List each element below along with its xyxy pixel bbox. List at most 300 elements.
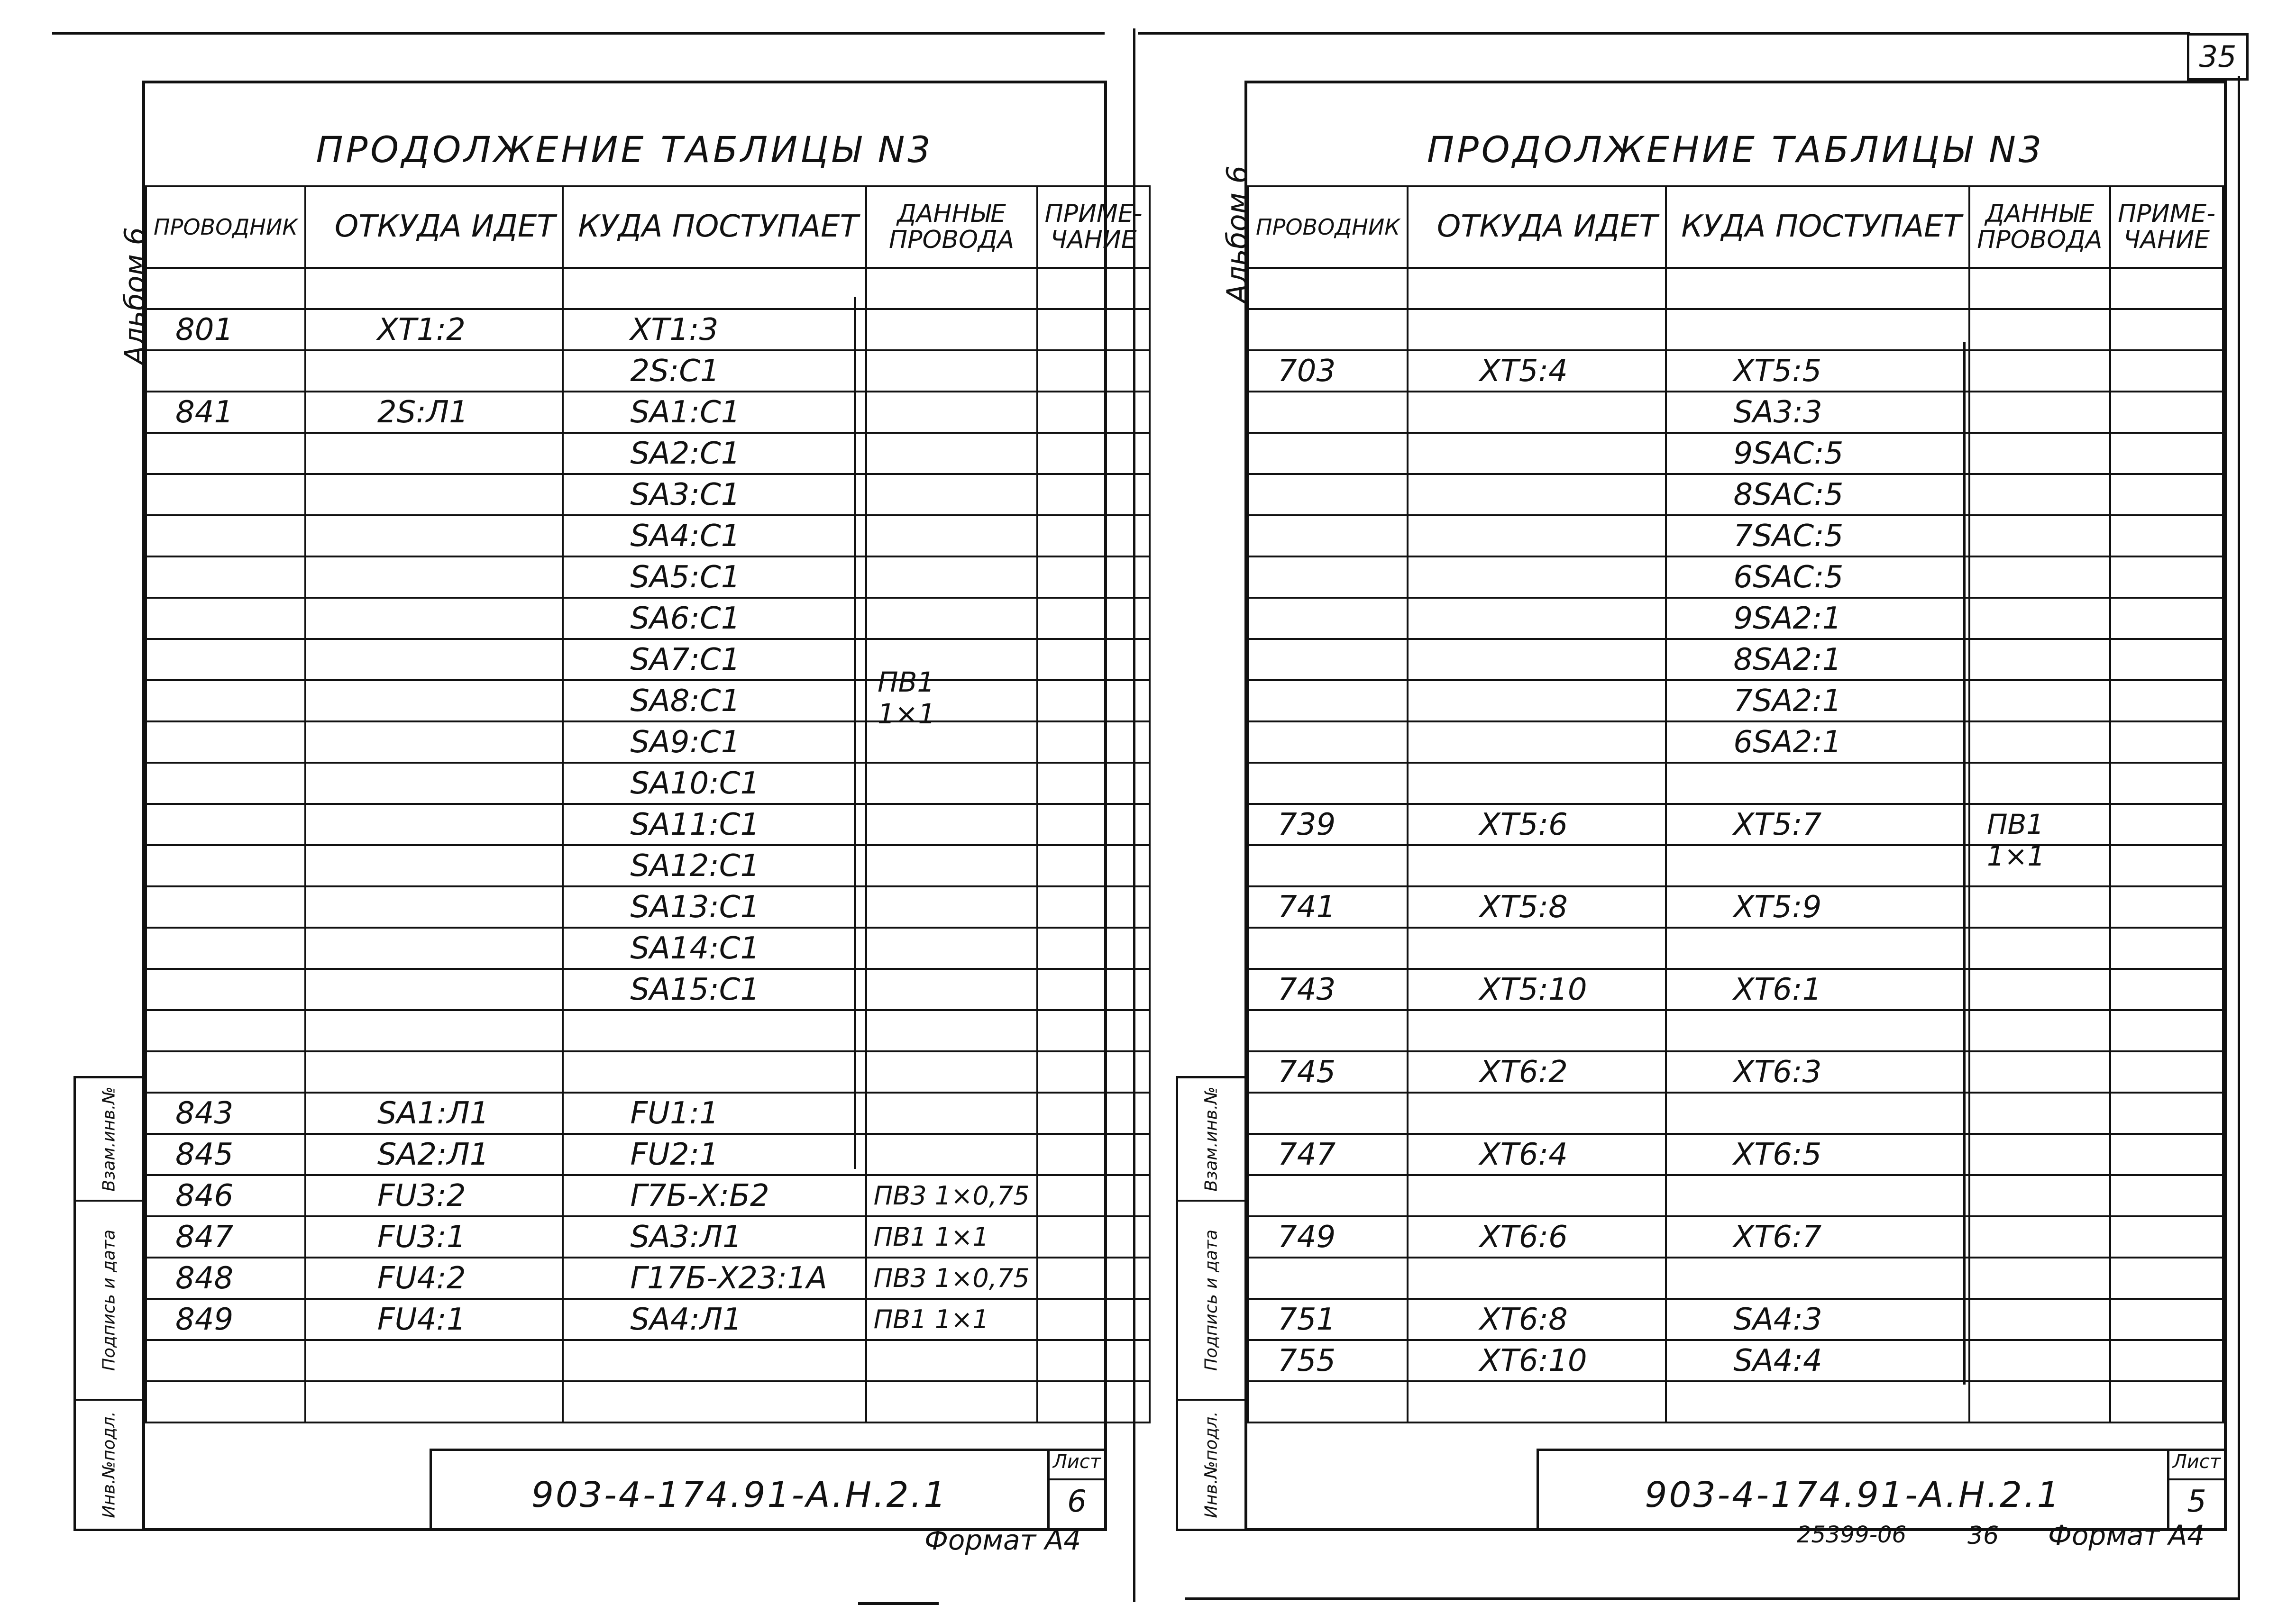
from-cell xyxy=(1408,721,1666,763)
sheet-label: Лист xyxy=(1050,1451,1104,1480)
wire-data-cell xyxy=(1969,1010,2111,1051)
note-cell xyxy=(1037,556,1150,598)
to-cell xyxy=(1666,1010,1969,1051)
wire-cell: 741 xyxy=(1248,886,1408,928)
table-row xyxy=(146,845,1150,886)
wire-cell xyxy=(1248,598,1408,639)
brace-wire-size: 1×1 xyxy=(1987,839,2045,872)
brace-label-left xyxy=(878,666,935,729)
table-row xyxy=(146,1381,1150,1422)
table-row xyxy=(1248,309,2223,350)
to-cell: FU2:1 xyxy=(563,1134,866,1175)
top-rule-left xyxy=(52,32,1105,35)
note-cell xyxy=(1037,474,1150,515)
to-cell: 7SAC:5 xyxy=(1666,515,1969,556)
note-cell xyxy=(1037,1175,1150,1216)
table-row xyxy=(1248,1340,2223,1381)
to-cell xyxy=(1666,1093,1969,1134)
from-cell xyxy=(305,1051,563,1093)
to-cell: 9SAC:5 xyxy=(1666,433,1969,474)
note-cell xyxy=(1037,1340,1150,1381)
to-cell xyxy=(1666,1381,1969,1422)
note-cell xyxy=(1037,845,1150,886)
approval-stamp-right xyxy=(1176,1076,1247,1531)
sheet-box xyxy=(2167,1451,2224,1528)
note-cell xyxy=(2110,886,2223,928)
to-cell: XT6:7 xyxy=(1666,1216,1969,1258)
to-cell: Г7Б-X:Б2 xyxy=(563,1175,866,1216)
to-cell: SA4:4 xyxy=(1666,1340,1969,1381)
wire-cell xyxy=(146,474,305,515)
table-row xyxy=(1248,1299,2223,1340)
stamp-cell-signature-date xyxy=(1178,1202,1244,1401)
to-cell: SA3:C1 xyxy=(563,474,866,515)
wire-cell xyxy=(146,969,305,1010)
wire-data-cell xyxy=(866,763,1037,804)
to-cell: 7SA2:1 xyxy=(1666,680,1969,721)
from-cell xyxy=(1408,680,1666,721)
brace-wire-size: 1×1 xyxy=(878,697,936,730)
table-row xyxy=(1248,598,2223,639)
header-from: ОТКУДА ИДЕТ xyxy=(1408,186,1666,268)
note-cell xyxy=(1037,804,1150,845)
table-row xyxy=(1248,763,2223,804)
table-row xyxy=(146,1299,1150,1340)
to-cell: SA4:3 xyxy=(1666,1299,1969,1340)
stamp-label: Инв.№подл. xyxy=(99,1411,119,1518)
note-cell xyxy=(2110,680,2223,721)
stamp-cell-original-inventory xyxy=(1178,1401,1244,1529)
note-cell xyxy=(2110,598,2223,639)
wire-data-cell xyxy=(866,1340,1037,1381)
wire-data-cell xyxy=(1969,1093,2111,1134)
wire-data-cell xyxy=(1969,928,2111,969)
wire-cell xyxy=(146,1010,305,1051)
stamp-cell-signature-date xyxy=(76,1202,142,1401)
note-cell xyxy=(2110,474,2223,515)
to-cell: SA3:3 xyxy=(1666,392,1969,433)
to-cell: Г17Б-X23:1А xyxy=(563,1258,866,1299)
wire-cell xyxy=(1248,763,1408,804)
wire-data-cell xyxy=(1969,515,2111,556)
wire-data-cell xyxy=(866,268,1037,309)
note-cell xyxy=(2110,1010,2223,1051)
header-wire-data: ДАННЫЕ ПРОВОДА xyxy=(866,186,1037,268)
wire-cell xyxy=(1248,1258,1408,1299)
wire-cell xyxy=(146,928,305,969)
header-wire: ПРОВОДНИК xyxy=(146,186,305,268)
wire-data-cell xyxy=(866,474,1037,515)
wire-cell xyxy=(1248,845,1408,886)
wire-cell xyxy=(146,763,305,804)
wire-data-cell xyxy=(1969,763,2111,804)
left-sheet xyxy=(142,81,1143,1531)
note-cell xyxy=(1037,309,1150,350)
wire-data-cell xyxy=(1969,350,2111,392)
from-cell: FU3:1 xyxy=(305,1216,563,1258)
to-cell xyxy=(1666,1258,1969,1299)
from-cell xyxy=(1408,1381,1666,1422)
wire-cell xyxy=(146,886,305,928)
from-cell xyxy=(305,680,563,721)
table-row xyxy=(146,1051,1150,1093)
from-cell: 2S:Л1 xyxy=(305,392,563,433)
wire-cell xyxy=(1248,1093,1408,1134)
note-cell xyxy=(2110,268,2223,309)
title-block-right xyxy=(1537,1449,2224,1528)
wire-cell xyxy=(146,804,305,845)
from-cell xyxy=(305,598,563,639)
wire-cell xyxy=(146,680,305,721)
from-cell xyxy=(305,886,563,928)
wire-data-cell: ПВ3 1×0,75 xyxy=(866,1175,1037,1216)
note-cell xyxy=(2110,1175,2223,1216)
table-row xyxy=(1248,1381,2223,1422)
stamp-cell-replace-inventory xyxy=(1178,1078,1244,1202)
table-row xyxy=(1248,392,2223,433)
wire-data-cell xyxy=(1969,1216,2111,1258)
note-cell xyxy=(1037,969,1150,1010)
wire-data-cell xyxy=(1969,680,2111,721)
top-rule-right xyxy=(1138,32,2190,35)
wire-data-cell xyxy=(1969,1299,2111,1340)
wire-cell xyxy=(1248,1381,1408,1422)
wire-cell xyxy=(146,639,305,680)
from-cell: FU3:2 xyxy=(305,1175,563,1216)
note-cell xyxy=(1037,268,1150,309)
stamp-label: Подпись и дата xyxy=(99,1229,119,1371)
wire-cell: 846 xyxy=(146,1175,305,1216)
table-row xyxy=(1248,1093,2223,1134)
table-row xyxy=(1248,350,2223,392)
table-row xyxy=(1248,1051,2223,1093)
wire-data-cell xyxy=(1969,886,2111,928)
wire-cell: 848 xyxy=(146,1258,305,1299)
note-cell xyxy=(2110,556,2223,598)
to-cell: SA6:C1 xyxy=(563,598,866,639)
wire-data-cell: ПВ3 1×0,75 xyxy=(866,1258,1037,1299)
table-row xyxy=(146,1093,1150,1134)
note-cell xyxy=(2110,309,2223,350)
table-row xyxy=(1248,1134,2223,1175)
right-sheet xyxy=(1244,81,2227,1531)
wire-data-cell xyxy=(1969,392,2111,433)
table-row xyxy=(1248,639,2223,680)
note-cell xyxy=(1037,350,1150,392)
wire-cell: 755 xyxy=(1248,1340,1408,1381)
to-cell: FU1:1 xyxy=(563,1093,866,1134)
from-cell: SA2:Л1 xyxy=(305,1134,563,1175)
to-cell xyxy=(563,268,866,309)
from-cell xyxy=(1408,515,1666,556)
wire-cell xyxy=(1248,268,1408,309)
to-cell: SA9:C1 xyxy=(563,721,866,763)
from-cell: FU4:2 xyxy=(305,1258,563,1299)
table-row xyxy=(146,433,1150,474)
table-row xyxy=(1248,556,2223,598)
to-cell: SA14:C1 xyxy=(563,928,866,969)
table-row xyxy=(1248,680,2223,721)
wire-data-cell xyxy=(1969,1175,2111,1216)
note-cell xyxy=(1037,1051,1150,1093)
note-cell xyxy=(2110,433,2223,474)
wire-data-cell xyxy=(1969,268,2111,309)
table-row xyxy=(146,350,1150,392)
table-row xyxy=(1248,474,2223,515)
from-cell xyxy=(1408,556,1666,598)
from-cell: XT6:2 xyxy=(1408,1051,1666,1093)
wire-data-cell xyxy=(866,309,1037,350)
note-cell xyxy=(2110,1340,2223,1381)
table-row xyxy=(146,886,1150,928)
from-cell xyxy=(1408,268,1666,309)
from-cell xyxy=(1408,392,1666,433)
to-cell: SA4:Л1 xyxy=(563,1299,866,1340)
wire-data-cell: ПВ1 1×1 xyxy=(866,1299,1037,1340)
wire-data-cell xyxy=(1969,309,2111,350)
to-cell: SA4:C1 xyxy=(563,515,866,556)
from-cell xyxy=(1408,1258,1666,1299)
table-row xyxy=(1248,969,2223,1010)
table-row xyxy=(146,556,1150,598)
note-cell xyxy=(1037,515,1150,556)
from-cell xyxy=(305,1381,563,1422)
wire-data-cell xyxy=(1969,1134,2111,1175)
brace-label-right xyxy=(1987,809,2045,872)
page-number: 35 xyxy=(2187,33,2249,81)
wire-cell: 849 xyxy=(146,1299,305,1340)
to-cell: SA13:C1 xyxy=(563,886,866,928)
wire-cell xyxy=(1248,309,1408,350)
to-cell: SA10:C1 xyxy=(563,763,866,804)
note-cell xyxy=(1037,1258,1150,1299)
table-body xyxy=(1248,268,2223,1422)
note-cell xyxy=(2110,969,2223,1010)
wire-data-cell xyxy=(866,515,1037,556)
title-block-left xyxy=(430,1449,1104,1528)
wire-cell xyxy=(1248,515,1408,556)
from-cell xyxy=(305,268,563,309)
note-cell xyxy=(1037,1216,1150,1258)
table-header-row xyxy=(1248,186,2223,268)
from-cell: XT6:8 xyxy=(1408,1299,1666,1340)
to-cell xyxy=(563,1051,866,1093)
from-cell xyxy=(305,721,563,763)
wire-cell: 747 xyxy=(1248,1134,1408,1175)
sheet-box xyxy=(1047,1451,1104,1528)
from-cell: XT6:6 xyxy=(1408,1216,1666,1258)
to-cell: SA7:C1 xyxy=(563,639,866,680)
note-cell xyxy=(1037,680,1150,721)
wire-cell: 841 xyxy=(146,392,305,433)
table-row xyxy=(1248,1175,2223,1216)
from-cell: XT6:10 xyxy=(1408,1340,1666,1381)
wire-data-cell xyxy=(866,392,1037,433)
from-cell xyxy=(305,474,563,515)
wire-data-cell xyxy=(866,350,1037,392)
copy-number: 36 xyxy=(1967,1522,1999,1550)
table-title: ПРОДОЛЖЕНИЕ ТАБЛИЦЫ N3 xyxy=(1427,128,2045,171)
wire-cell xyxy=(146,433,305,474)
table-row xyxy=(1248,886,2223,928)
table-row xyxy=(146,474,1150,515)
wire-cell: 843 xyxy=(146,1093,305,1134)
wire-data-cell xyxy=(1969,556,2111,598)
wire-cell: 743 xyxy=(1248,969,1408,1010)
header-to: КУДА ПОСТУПАЕТ xyxy=(1666,186,1969,268)
to-cell: 6SAC:5 xyxy=(1666,556,1969,598)
table-row xyxy=(146,392,1150,433)
to-cell: SA3:Л1 xyxy=(563,1216,866,1258)
wire-cell xyxy=(146,1381,305,1422)
wire-data-cell: ПВ1 1×1 xyxy=(866,1216,1037,1258)
from-cell xyxy=(1408,598,1666,639)
from-cell xyxy=(1408,1175,1666,1216)
to-cell: XT6:5 xyxy=(1666,1134,1969,1175)
wire-data-cell xyxy=(866,969,1037,1010)
note-cell xyxy=(2110,1134,2223,1175)
to-cell: SA5:C1 xyxy=(563,556,866,598)
header-note: ПРИМЕ- ЧАНИЕ xyxy=(1037,186,1150,268)
header-wire-data: ДАННЫЕ ПРОВОДА xyxy=(1969,186,2111,268)
to-cell: XT5:7 xyxy=(1666,804,1969,845)
stamp-label: Подпись и дата xyxy=(1201,1229,1221,1371)
table-row xyxy=(146,268,1150,309)
from-cell xyxy=(305,928,563,969)
to-cell: SA2:C1 xyxy=(563,433,866,474)
wire-data-cell xyxy=(866,598,1037,639)
table-row xyxy=(1248,804,2223,845)
header-wire: ПРОВОДНИК xyxy=(1248,186,1408,268)
note-cell xyxy=(1037,1093,1150,1134)
note-cell xyxy=(2110,639,2223,680)
note-cell xyxy=(2110,928,2223,969)
to-cell: XT6:3 xyxy=(1666,1051,1969,1093)
from-cell xyxy=(1408,763,1666,804)
from-cell: SA1:Л1 xyxy=(305,1093,563,1134)
note-cell xyxy=(2110,763,2223,804)
wire-cell: 739 xyxy=(1248,804,1408,845)
brace-wire-type: ПВ1 xyxy=(1987,808,2044,840)
wire-cell xyxy=(146,598,305,639)
wire-cell xyxy=(1248,474,1408,515)
table-row xyxy=(146,309,1150,350)
wire-cell xyxy=(1248,680,1408,721)
from-cell xyxy=(305,1010,563,1051)
from-cell xyxy=(1408,1093,1666,1134)
header-note: ПРИМЕ- ЧАНИЕ xyxy=(2110,186,2223,268)
to-cell xyxy=(1666,268,1969,309)
wire-data-cell xyxy=(1969,721,2111,763)
note-cell xyxy=(1037,639,1150,680)
to-cell xyxy=(563,1381,866,1422)
note-cell xyxy=(2110,350,2223,392)
table-row xyxy=(146,1340,1150,1381)
wire-cell xyxy=(146,350,305,392)
table-row xyxy=(146,721,1150,763)
from-cell xyxy=(305,1340,563,1381)
from-cell xyxy=(1408,639,1666,680)
from-cell xyxy=(305,639,563,680)
wire-cell xyxy=(1248,928,1408,969)
table-row xyxy=(146,1010,1150,1051)
stamp-label: Инв.№подл. xyxy=(1201,1411,1221,1518)
to-cell xyxy=(563,1340,866,1381)
wire-cell xyxy=(1248,1010,1408,1051)
paper-format-left: Формат А4 xyxy=(924,1524,1081,1556)
wire-cell: 847 xyxy=(146,1216,305,1258)
note-cell xyxy=(1037,598,1150,639)
table-row xyxy=(146,1216,1150,1258)
header-to: КУДА ПОСТУПАЕТ xyxy=(563,186,866,268)
wire-cell xyxy=(146,1051,305,1093)
to-cell: 9SA2:1 xyxy=(1666,598,1969,639)
stamp-cell-replace-inventory xyxy=(76,1078,142,1202)
note-cell xyxy=(2110,1258,2223,1299)
note-cell xyxy=(1037,721,1150,763)
wire-data-cell xyxy=(866,1381,1037,1422)
to-cell xyxy=(563,1010,866,1051)
table-row xyxy=(1248,928,2223,969)
from-cell: XT5:10 xyxy=(1408,969,1666,1010)
wire-data-cell xyxy=(1969,639,2111,680)
table-row xyxy=(146,515,1150,556)
table-row xyxy=(146,928,1150,969)
from-cell xyxy=(1408,845,1666,886)
archive-number: 25399-06 xyxy=(1797,1522,1907,1548)
to-cell xyxy=(1666,845,1969,886)
to-cell: XT6:1 xyxy=(1666,969,1969,1010)
wire-data-cell xyxy=(866,1134,1037,1175)
wire-data-cell xyxy=(866,804,1037,845)
table-row xyxy=(146,639,1150,680)
from-cell: FU4:1 xyxy=(305,1299,563,1340)
to-cell: XT5:5 xyxy=(1666,350,1969,392)
stamp-label: Взам.инв.№ xyxy=(1201,1086,1221,1192)
from-cell xyxy=(305,515,563,556)
approval-stamp-left xyxy=(73,1076,145,1531)
table-row xyxy=(1248,1216,2223,1258)
from-cell: XT5:4 xyxy=(1408,350,1666,392)
to-cell xyxy=(1666,1175,1969,1216)
right-sheet-edge xyxy=(2238,76,2240,1597)
note-cell xyxy=(2110,1299,2223,1340)
wire-data-cell xyxy=(1969,1051,2111,1093)
note-cell xyxy=(2110,515,2223,556)
from-cell: XT6:4 xyxy=(1408,1134,1666,1175)
wire-cell xyxy=(1248,392,1408,433)
table-row xyxy=(146,763,1150,804)
wire-cell: 845 xyxy=(146,1134,305,1175)
wire-data-cell xyxy=(866,1010,1037,1051)
table-row xyxy=(1248,433,2223,474)
from-cell xyxy=(305,350,563,392)
wire-table xyxy=(1247,185,2224,1423)
table-title: ПРОДОЛЖЕНИЕ ТАБЛИЦЫ N3 xyxy=(316,128,933,171)
stamp-label: Взам.инв.№ xyxy=(99,1086,119,1192)
wire-cell xyxy=(146,1340,305,1381)
from-cell xyxy=(305,969,563,1010)
wire-data-cell xyxy=(866,433,1037,474)
table-row xyxy=(146,804,1150,845)
from-cell xyxy=(305,763,563,804)
from-cell xyxy=(305,433,563,474)
wire-cell xyxy=(1248,433,1408,474)
album-label-right: Альбом 6 xyxy=(1221,165,1254,303)
note-cell xyxy=(2110,1381,2223,1422)
note-cell xyxy=(2110,845,2223,886)
wire-cell: 749 xyxy=(1248,1216,1408,1258)
